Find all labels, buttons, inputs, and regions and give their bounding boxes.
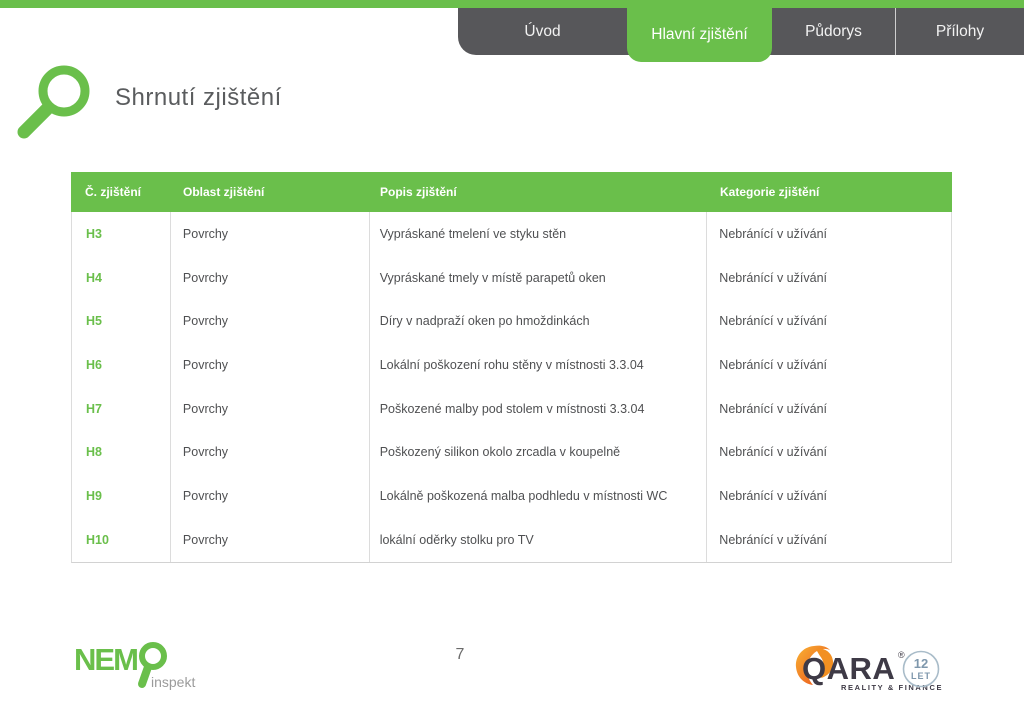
table-row: [72, 474, 951, 518]
finding-description-cell: Vypráskané tmelení ve styku stěn: [370, 212, 708, 256]
magnifier-icon: [14, 60, 100, 151]
finding-area-cell: Povrchy: [171, 299, 370, 343]
badge-years-label: LET: [911, 671, 931, 681]
twelve-years-badge: [904, 652, 939, 687]
finding-area-cell: Povrchy: [171, 474, 370, 518]
finding-category-cell: Nebránící v užívání: [719, 314, 827, 329]
finding-category-cell: Nebránící v užívání: [719, 226, 827, 241]
finding-description-cell: Vypráskané tmely v místě parapetů oken: [370, 256, 708, 300]
finding-description-cell: Lokálně poškozená malba podhledu v místnosti WC: [370, 474, 708, 518]
findings-table: [71, 172, 952, 563]
tab-hlavni-zjisteni[interactable]: Hlavní zjištění: [627, 8, 772, 62]
finding-id-cell: H6: [72, 343, 171, 387]
table-header-row: [71, 172, 952, 212]
finding-category-cell: Nebránící v užívání: [719, 270, 827, 285]
qara-logo: [792, 642, 942, 698]
top-accent-strip: [0, 0, 1024, 8]
finding-id-cell: H7: [72, 387, 171, 431]
tab-pudorys[interactable]: Půdorys: [805, 22, 862, 40]
finding-id-cell: H10: [72, 518, 171, 562]
finding-category-cell: Nebránící v užívání: [719, 532, 827, 547]
qara-registered-mark: ®: [898, 650, 905, 660]
table-row: [72, 430, 951, 474]
table-row: [72, 518, 951, 562]
table-row: [72, 299, 951, 343]
finding-category-cell: Nebránící v užívání: [719, 401, 827, 416]
column-header-kategorie: Kategorie zjištění: [720, 185, 820, 199]
nemo-logo-subtext: inspekt: [151, 674, 196, 690]
finding-id-cell: H4: [72, 256, 171, 300]
finding-category-cell: Nebránící v užívání: [719, 488, 827, 503]
finding-description-cell: lokální oděrky stolku pro TV: [370, 518, 708, 562]
tab-prilohy[interactable]: Přílohy: [895, 8, 1024, 55]
page-number: 7: [455, 646, 465, 663]
finding-description-cell: Poškozené malby pod stolem v místnosti 3.3.04: [370, 387, 708, 431]
column-header-popis: Popis zjištění: [380, 185, 457, 199]
table-row: [72, 212, 951, 256]
finding-area-cell: Povrchy: [171, 212, 370, 256]
finding-description-cell: Lokální poškození rohu stěny v místnosti 3.3.04: [370, 343, 708, 387]
table-body: [71, 212, 952, 563]
column-header-oblast: Oblast zjištění: [183, 185, 265, 199]
finding-id-cell: H9: [72, 474, 171, 518]
finding-id-cell: H5: [72, 299, 171, 343]
finding-area-cell: Povrchy: [171, 256, 370, 300]
nemo-logo-text: NEM: [74, 642, 137, 677]
page-title: Shrnutí zjištění: [115, 84, 282, 111]
finding-description-cell: Díry v nadpraží oken po hmoždinkách: [370, 299, 708, 343]
table-row: [72, 256, 951, 300]
finding-area-cell: Povrchy: [171, 518, 370, 562]
nemo-inspekt-logo: [74, 640, 209, 698]
table-row: [72, 343, 951, 387]
nav-tab-bar: [458, 8, 1024, 55]
column-header-cislo: Č. zjištění: [85, 185, 142, 199]
finding-category-cell: Nebránící v užívání: [719, 357, 827, 372]
tab-uvod[interactable]: Úvod: [524, 22, 561, 40]
finding-id-cell: H3: [72, 212, 171, 256]
finding-area-cell: Povrchy: [171, 343, 370, 387]
qara-logo-subtext: REALITY & FINANCE: [841, 683, 942, 692]
qara-logo-text: QARA: [802, 651, 896, 686]
table-row: [72, 387, 951, 431]
finding-area-cell: Povrchy: [171, 387, 370, 431]
finding-category-cell: Nebránící v užívání: [719, 445, 827, 460]
badge-years-number: 12: [913, 656, 929, 671]
finding-area-cell: Povrchy: [171, 430, 370, 474]
finding-id-cell: H8: [72, 430, 171, 474]
finding-description-cell: Poškozený silikon okolo zrcadla v koupelně: [370, 430, 708, 474]
